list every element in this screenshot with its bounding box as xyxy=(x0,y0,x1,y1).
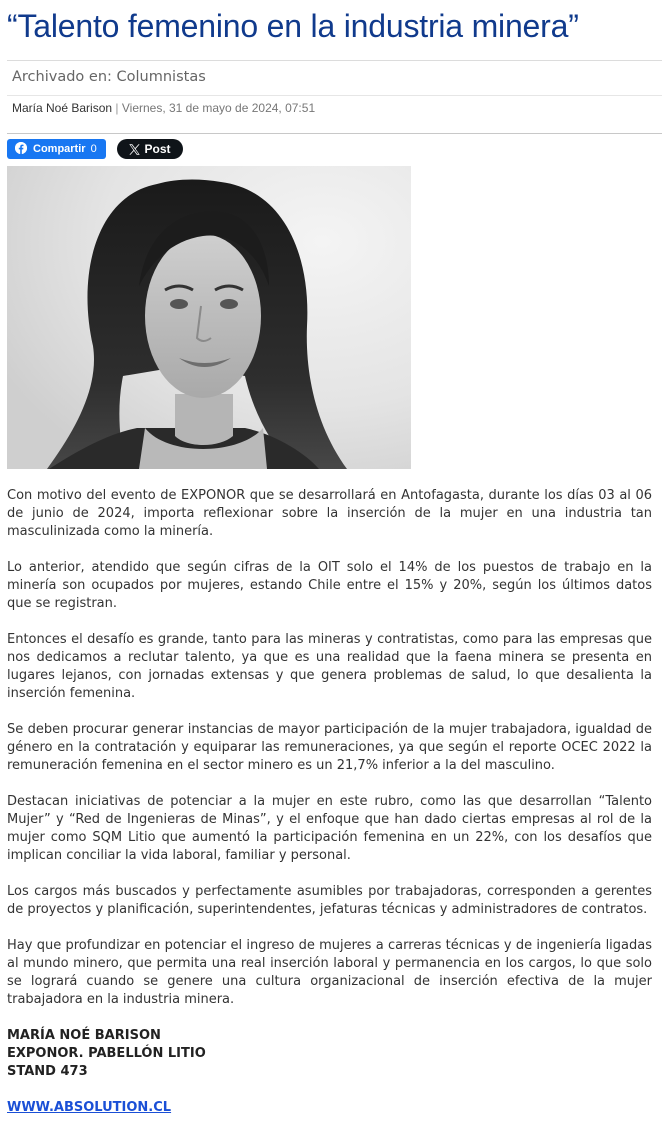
publish-date: Viernes, 31 de mayo de 2024, 07:51 xyxy=(121,101,316,115)
article-paragraph: Los cargos más buscados y perfectamente asumibles por trabajadoras, corresponden a gerentes de proyectos y planificación, superintendentes, jefaturas técnicas y administradores de contratos. xyxy=(7,884,652,917)
x-logo-icon xyxy=(129,141,140,161)
facebook-share-label: Compartir xyxy=(33,143,86,155)
article-body xyxy=(7,487,652,1027)
article-paragraph: Destacan iniciativas de potenciar a la mujer en este rubro, como las que desarrollan “Talento Mujer” y “Red de Ingenieras de Minas”, y el enfoque que han dado ciertas empresas al rol de la mujer como SQM Litio que aumentó la participación femenina en un 22%, con los desafíos que implican conciliar la vida laboral, familiar y personal. xyxy=(7,794,652,863)
signature-position: EXPONOR. PABELLÓN LITIO xyxy=(7,1046,206,1061)
archived-label: Archivado en: xyxy=(12,69,117,85)
article-paragraph: Con motivo del evento de EXPONOR que se desarrollará en Antofagasta, durante los días 03 al 06 de junio de 2024, importa reflexionar sobre la inserción de la mujer en una industria tan masculinizada como la minería. xyxy=(7,488,652,539)
x-post-button[interactable] xyxy=(117,139,183,159)
article-container xyxy=(7,0,662,1115)
author-signature xyxy=(7,1027,206,1081)
article-meta xyxy=(7,60,662,134)
author-photo xyxy=(7,166,411,469)
facebook-share-button[interactable] xyxy=(7,139,106,159)
article-paragraph: Lo anterior, atendido que según cifras de la OIT solo el 14% de los puestos de trabajo en la minería son ocupados por mujeres, estando Chile entre el 15% y 20%, según los últimos datos que se registran. xyxy=(7,560,652,611)
archived-category-link[interactable]: Columnistas xyxy=(116,69,206,85)
article-paragraph: Hay que profundizar en potenciar el ingreso de mujeres a carreras técnicas y de ingeniería ligadas al mundo minero, que permita una real inserción laboral y permanencia en los cargos, lo que solo se logrará cuando se genere una cultura organizacional de inserción efectiva de la mujer trabajadora en la industria minera. xyxy=(7,938,652,1007)
archive-info xyxy=(12,67,206,87)
author-name[interactable]: María Noé Barison xyxy=(12,101,113,115)
byline xyxy=(12,100,315,116)
signature-name: MARÍA NOÉ BARISON xyxy=(7,1028,161,1043)
signature-stand: STAND 473 xyxy=(7,1064,88,1079)
facebook-share-count: 0 xyxy=(90,143,97,155)
share-buttons xyxy=(7,139,307,159)
article-paragraph: Se deben procurar generar instancias de mayor participación de la mujer trabajadora, igualdad de género en la contratación y equiparar las remuneraciones, ya que según el reporte OCEC 2022 la remuneración femenina en el sector minero es un 21,7% inferior a la del masculino. xyxy=(7,722,652,773)
facebook-icon xyxy=(15,142,27,154)
byline-separator: | xyxy=(115,101,119,115)
article-paragraph: Entonces el desafío es grande, tanto para las mineras y contratistas, como para las empresas que nos dedicamos a reclutar talento, ya que es una realidad que la faena minera se presenta en lugares lejanos, con jornadas extensas y que genera problemas de salud, lo que desalienta la inserción femenina. xyxy=(7,632,652,701)
portrait-image xyxy=(7,166,411,469)
article-title: “Talento femenino en la industria minera” xyxy=(7,8,579,44)
x-post-label: Post xyxy=(144,142,171,156)
website-link[interactable]: WWW.ABSOLUTION.CL xyxy=(7,1100,172,1115)
meta-divider xyxy=(7,95,662,96)
